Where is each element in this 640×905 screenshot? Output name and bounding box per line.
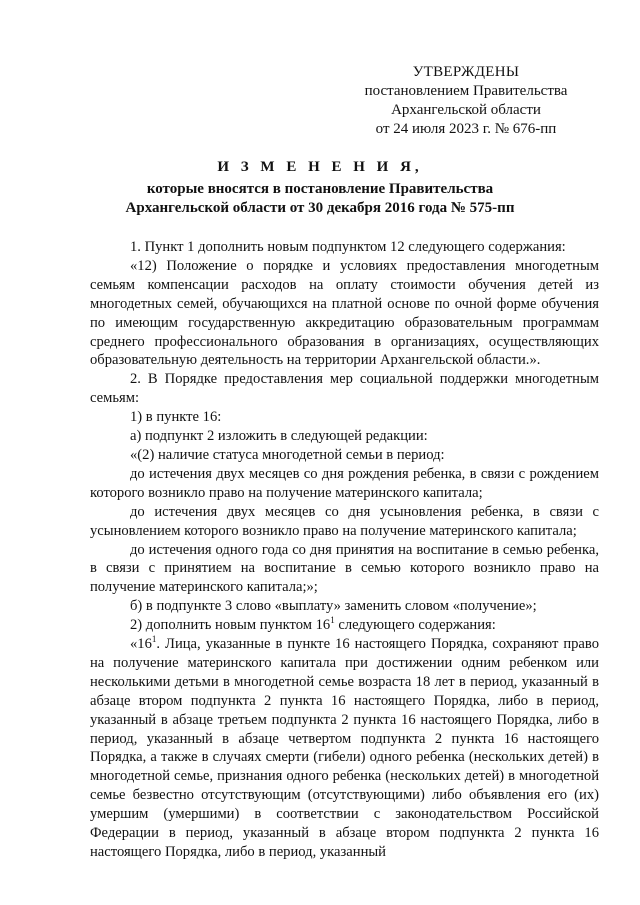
- paragraph-1: 1. Пункт 1 дополнить новым подпунктом 12 следующего содержания:: [130, 239, 566, 255]
- approval-line-1: постановлением Правительства: [364, 83, 568, 99]
- paragraph-6: «(2) наличие статуса многодетной семьи в период:: [130, 446, 445, 463]
- document-subtitle-2: Архангельской области от 30 декабря 2016 года № 575-пп: [125, 200, 515, 216]
- paragraph-12-text: «16: [130, 636, 152, 653]
- paragraph-5: а) подпункт 2 изложить в следующей редакции:: [130, 428, 428, 445]
- approval-title: УТВЕРЖДЕНЫ: [412, 64, 520, 80]
- approval-block: [336, 63, 596, 139]
- paragraph-12-superscript: 1: [151, 634, 157, 645]
- paragraph-8: до истечения двух месяцев со дня усыновления ребенка, в связи с усыновлением которого возникло право на получение материнского капитала;: [90, 503, 599, 539]
- paragraph-11-tail: следующего содержания:: [334, 617, 496, 634]
- paragraph-12-tail: . Лица, указанные в пункте 16 настоящего Порядка, сохраняют право на получение материнского капитала при достижении одним ребенком или несколькими детьми в многодетной семье возраста 18 лет в период, указанный в абзаце втором подпункта 2 пункта 16 настоящего Порядка, либо в период, указанный в абзаце третьем подпункта 2 пункта 16 настоящего Порядка, либо в период, указанный в абзаце четвертом подпункта 2 пункта 16 настоящего Порядка, а также в случаях смерти (гибели) одного ребенка (нескольких детей) в многодетной семье, признания одного ребенка (нескольких детей) в многодетной семье безвестно отсутствующим (отсутствующими) либо объявления его (их) умершим (умершими) в соответствии с законодательством Российской Федерации в период, указанный в абзаце втором подпункта 2 пункта 16 настоящего Порядка, либо в период, указанный: [90, 636, 599, 860]
- paragraph-10: б) в подпункте 3 слово «выплату» заменить словом «получение»;: [130, 598, 537, 615]
- paragraph-12: [90, 635, 599, 862]
- paragraph-3: 2. В Порядке предоставления мер социальной поддержки многодетным семьям:: [90, 371, 599, 407]
- document-subtitle-1: которые вносятся в постановление Правительства: [146, 181, 494, 197]
- paragraph-11: [90, 616, 599, 635]
- approval-line-2: Архангельской области: [391, 102, 541, 118]
- document-title: И З М Е Н Е Н И Я,: [217, 159, 423, 175]
- paragraph-11-superscript: 1: [330, 615, 335, 626]
- paragraph-11-text: 2) дополнить новым пунктом 16: [130, 617, 331, 634]
- paragraph-4: 1) в пункте 16:: [130, 409, 222, 426]
- paragraph-7: до истечения двух месяцев со дня рождения ребенка, в связи с рождением которого возникло право на получение материнского капитала;: [90, 465, 599, 501]
- document-body: [90, 238, 599, 862]
- approval-line-3: от 24 июля 2023 г. № 676-пп: [375, 121, 557, 137]
- paragraph-9: до истечения одного года со дня принятия на воспитание в семью ребенка, в связи с принятием на воспитание в семью которого возникло право на получение материнского капитала;»;: [90, 541, 599, 596]
- paragraph-2: «12) Положение о порядке и условиях предоставления многодетным семьям компенсации расходов на оплату стоимости обучения детей из многодетных семей, обучающихся на платной основе по очной форме обучения по имеющим государственную аккредитацию образовательным программам среднего профессионального образования в организациях, осуществляющих образовательную деятельность на территории Архангельской области.».: [90, 257, 599, 369]
